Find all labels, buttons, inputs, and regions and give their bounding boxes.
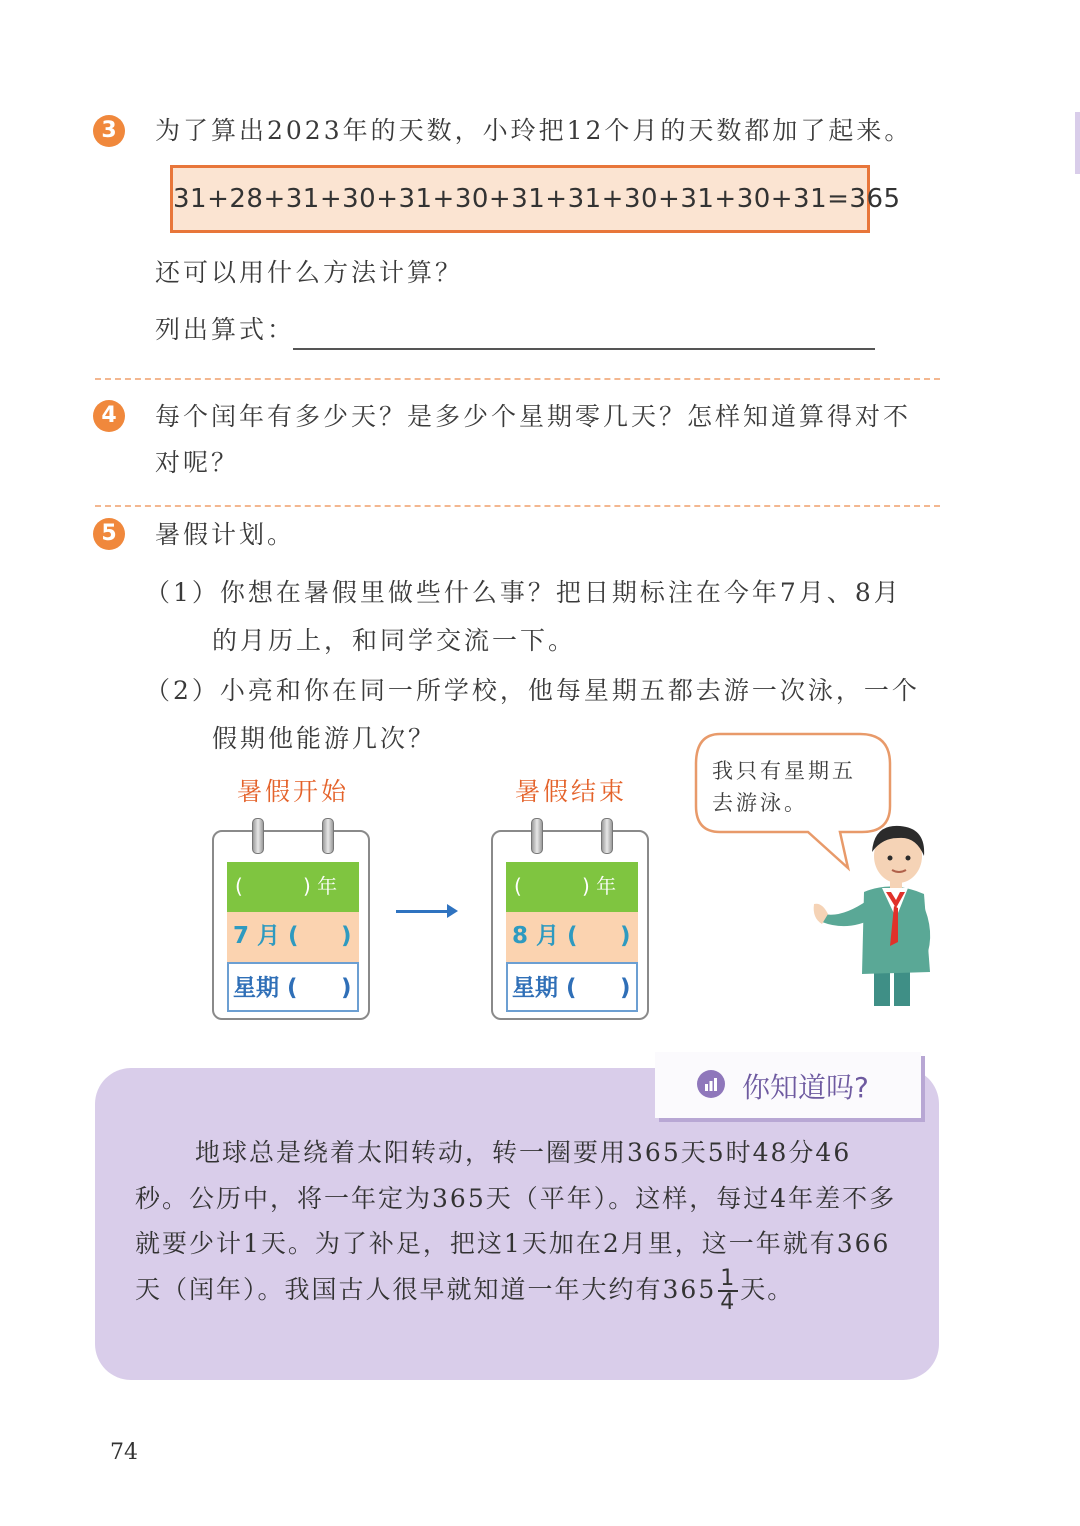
- question-5-sub1-line2: 的月历上，和同学交流一下。: [212, 626, 577, 655]
- question-3-followup: 还可以用什么方法计算？: [155, 258, 464, 287]
- question-4-line1: 每个闰年有多少天？是多少个星期零几天？怎样知道算得对不: [155, 402, 912, 431]
- page-number: 74: [110, 1440, 138, 1465]
- calendar-year-field[interactable]: ( ) 年: [227, 862, 359, 912]
- info-paragraph: 地球总是绕着太阳转动，转一圈要用365天5时48分46秒。公历中，将一年定为365天（平年）。这样，每过4年差不多就要少计1天。为了补足，把这1天加在2月里，这一年就有366天（闰年）。我国古人很早就知道一年大约有365 $\frac{1}{4}$ 天。: [135, 1138, 897, 1315]
- answer-label: 列出算式：: [155, 315, 296, 344]
- calendar-start: [212, 830, 370, 1020]
- sum-formula: 31+28+31+30+31+30+31+31+30+31+30+31=365: [170, 165, 870, 233]
- bar-chart-icon: [697, 1070, 725, 1098]
- question-4-badge: 4: [93, 400, 125, 432]
- vacation-start-title: 暑假开始: [237, 777, 350, 806]
- question-3-badge: 3: [93, 115, 125, 147]
- fraction-one-quarter: $\frac{1}{4}$: [720, 1266, 737, 1315]
- question-5-title: 暑假计划。: [155, 520, 296, 549]
- binder-ring-icon: [601, 818, 613, 854]
- calendar-weekday-field[interactable]: 星期 ( ): [227, 962, 359, 1012]
- question-4-line2: 对呢？: [155, 448, 240, 477]
- arrow-head-icon: [447, 904, 458, 918]
- question-3-text: 为了算出2023年的天数，小玲把12个月的天数都加了起来。: [155, 116, 913, 145]
- question-5-sub2-line2: 假期他能游几次？: [212, 724, 437, 753]
- question-5-badge: 5: [93, 518, 125, 550]
- speech-text: 我只有星期五 去游泳。: [712, 759, 856, 815]
- boy-illustration: [812, 822, 942, 1008]
- calendar-weekday-field[interactable]: 星期 ( ): [506, 962, 638, 1012]
- info-tab-label: 你知道吗?: [742, 1071, 869, 1104]
- calendar-year-field[interactable]: ( ) 年: [506, 862, 638, 912]
- vacation-end-title: 暑假结束: [515, 777, 628, 806]
- section-divider: [95, 505, 940, 507]
- binder-ring-icon: [322, 818, 334, 854]
- page-edge-tab: [1075, 112, 1080, 174]
- section-divider: [95, 378, 940, 380]
- calendar-end: [491, 830, 649, 1020]
- calendar-month-field[interactable]: 8 月 ( ): [506, 912, 638, 962]
- calendar-month-field[interactable]: 7 月 ( ): [227, 912, 359, 962]
- question-5-sub2-line1: （2）小亮和你在同一所学校，他每星期五都去游一次泳，一个: [145, 676, 920, 705]
- arrow-right-icon: [396, 910, 450, 913]
- answer-line[interactable]: [293, 348, 875, 350]
- question-5-sub1-line1: （1）你想在暑假里做些什么事？把日期标注在今年7月、8月: [145, 578, 902, 607]
- binder-ring-icon: [531, 818, 543, 854]
- binder-ring-icon: [252, 818, 264, 854]
